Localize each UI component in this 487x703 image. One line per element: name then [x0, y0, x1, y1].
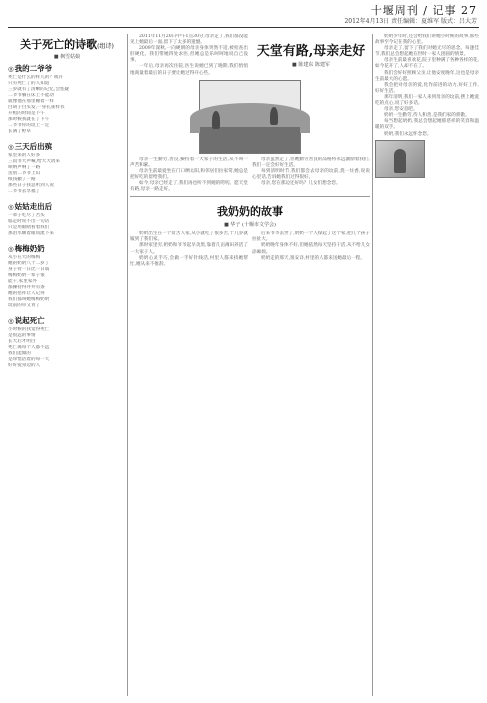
masthead	[0, 0, 487, 30]
header-rule	[8, 27, 479, 28]
article2-byline: ■ 陈建东 陈建军	[292, 62, 330, 68]
poem-section-heading: ◎ 姑姑走出后	[8, 201, 126, 212]
paragraph: 母亲生前最爱坐在门口晒太阳,和邻居们拉家常,她总是把好吃的留给我们。	[130, 168, 248, 180]
paragraph: 母亲,您安息吧。	[384, 107, 418, 113]
poem-line: 二爷爷躺在床上不能动	[8, 93, 54, 98]
paragraph: 我会把对母亲的爱,化作前进的动力,好好工作,好好生活。	[375, 82, 479, 94]
poem-line: 是很远的事情	[8, 333, 36, 338]
poem-line: 那时候我就在了下午	[8, 117, 50, 122]
paragraph: 奶奶心灵手巧,会做一手好针线活,村里人都来找她帮忙,她从来不推辞。	[130, 255, 248, 267]
poem-section-heading: ◎ 说起死亡	[8, 315, 126, 326]
poem-line: 长大后才明白	[8, 339, 36, 344]
article3-body	[130, 231, 370, 268]
poem-column	[8, 34, 126, 698]
article3-title: 我奶奶的故事	[217, 205, 283, 219]
column-divider	[372, 34, 373, 696]
column-divider	[127, 34, 128, 696]
article2-body	[130, 157, 370, 194]
issue-info: 2012年4月13日 责任编辑：夏维军 版式：吕大芳	[344, 18, 477, 25]
poem-line: 二爷爷去享福了	[8, 189, 41, 194]
article2-right	[252, 157, 370, 194]
poem-article-title: 关于死亡的诗歌(组诗)	[20, 38, 114, 51]
paragraph: 每到清明时节,我们都会去母亲的坟前,烧一炷香,说说心里话,告诉她我们过得很好。	[252, 168, 370, 180]
poem-section-heading: ◎ 梅梅奶奶	[8, 243, 126, 254]
poem-line: 那些日子我总听到人说	[8, 183, 54, 188]
paragraph: 母亲,您在那边还好吗？儿女们想念您。	[261, 181, 341, 187]
poem-line: 她的奶奶八十二岁了	[8, 261, 50, 266]
poem-line: 我们都叫她梅梅奶奶	[8, 297, 50, 302]
poem-line: 从小在大的梅梅	[8, 255, 41, 260]
poem-line: 能干,家里家外	[8, 279, 38, 284]
paragraph: 奶奶一生勤劳,待人和善,是我们家的骄傲。	[384, 113, 470, 119]
paragraph: 后来爷爷去世了,奶奶一个人撑起了这个家,把几个孩子拉扯大。	[252, 231, 370, 243]
article2-title: 天堂有路,母亲走好	[256, 44, 366, 59]
poem-line: 死亡是什么的样儿的？或许	[8, 75, 64, 80]
article2-left	[130, 157, 248, 194]
poem-line: 都操持得井井有条	[8, 285, 45, 290]
poem-line: 二爷爷你的坟上一定	[8, 123, 50, 128]
poem-line: 开棺的时间是下午	[8, 111, 45, 116]
poem-line: 小时候的我觉得死亡	[8, 327, 50, 332]
paragraph: 奶奶,我们永远怀念您。	[384, 131, 432, 137]
paragraph: 奶奶少年时,还会给我们讲她小时候的故事,那些故事至今记在我的心里。	[375, 34, 479, 46]
intro-block	[130, 34, 370, 77]
poem-line: 唢呐声响了一路	[8, 165, 41, 170]
poem-byline: ■ 枫雪姑娘	[53, 54, 81, 60]
poem-line: 长满了野草	[8, 129, 31, 134]
poem-line: 那泪水顺着眼角流下来	[8, 231, 54, 236]
poem-line: 只有死亡了的人知道	[8, 81, 50, 86]
poem-line: 她的慈祥让人记得	[8, 291, 45, 296]
page-title: 十堰周刊 / 记事 27	[370, 4, 477, 17]
poem-section-heading: ◎ 三天后出殡	[8, 141, 126, 152]
paragraph: 那时家里穷,奶奶和爷爷起早贪黑,靠着几亩薄田养活了一大家子人。	[130, 243, 248, 255]
middle-column	[130, 34, 370, 698]
article3-right	[252, 231, 370, 268]
paragraph: 我们会好好照顾父亲,让他安度晚年,这也是母亲生前最大的心愿。	[375, 70, 479, 82]
poem-line: 家里来的人好多	[8, 153, 41, 158]
paragraph: 如今,母亲已经走了,我们再也听不到她的唠叨。愿天堂有路,母亲一路走好。	[130, 181, 248, 193]
poem-line: 梅梅奶奶一辈子很	[8, 273, 45, 278]
poem-line: 一辈子吃尽了苦头	[8, 213, 45, 218]
poem-sections	[8, 63, 126, 372]
paragraph: 那年清明,我们一家人来到母亲的坟前,摆上她爱吃的点心,说了好多话。	[375, 94, 479, 107]
paragraph: 奶奶晚年身体不好,但她依然每天坚持干活,从不给儿女添麻烦。	[252, 243, 370, 255]
paragraph: 母亲走了,留下了我们对她无尽的思念。每逢佳节,我们总会想起她在世时一家人团圆的情景。	[375, 46, 479, 58]
poem-line: 坟前的草又青了	[8, 303, 41, 308]
paragraph: 每当想起奶奶,我总会想起她那慈祥的笑容和温暖的双手。	[375, 119, 479, 131]
poem-line: 就像他在那里睡着一样	[8, 99, 54, 104]
intro-right	[252, 34, 370, 77]
poem-line: 纸钱撒了一路	[8, 177, 36, 182]
paragraph: 奶奶走的那天,很安详,村里的人都来送她最后一程。	[261, 255, 365, 261]
poem-line: 是珍惜活着的每一天	[8, 357, 50, 362]
field-photo	[199, 80, 301, 154]
poem-line: 临走时说不出一句话	[8, 219, 50, 224]
poem-line: 我们能做的	[8, 351, 31, 356]
poem-line: 三叔爷大声喊,给大大请来	[8, 159, 60, 164]
paragraph: 母亲虽然走了,但她勤劳善良的品格将永远激励着我们,我们一定会好好生活。	[252, 156, 370, 168]
article3-left	[130, 231, 248, 268]
article3-byline: ■ 华子 (十堰市文学会)	[224, 222, 276, 229]
poem-line: 三岁就有了清晰的记忆,会怯疑	[8, 87, 70, 92]
poem-line: 送别二爷爷上山	[8, 171, 41, 176]
paragraph: 2009年深秋,一向硬朗的母亲身体突然不适,被检查出肝硬化。我们带她四处求医,但她总是乐呵呵地说自己没事。	[130, 46, 248, 64]
right-column	[375, 34, 479, 698]
paragraph: 一年后,母亲再次住院,医生说她已到了晚期,我们悄悄地商量着最后的日子要让她过得开心些。	[130, 64, 248, 76]
section-rule	[130, 196, 370, 197]
poem-section-heading: ◎ 我的二爷爷	[8, 63, 126, 74]
paragraph: 母亲生前最喜欢花,院子里种满了各种各样的花,如今花开了,人却不在了。	[375, 58, 479, 70]
poem-line: 好好爱身边的人	[8, 363, 41, 368]
poem-line: 白胡子白头发,一身孔雀样衣	[8, 105, 65, 110]
portrait-photo	[375, 140, 425, 178]
poem-line: 只是用眼睛看着我们	[8, 225, 50, 230]
paragraph: 奶奶出生在一个贫苦人家,从小就吃了很多苦,十几岁就嫁到了我们家。	[130, 231, 248, 243]
intro-left	[130, 34, 248, 77]
poem-line: 身子骨一日比一日弱	[8, 267, 50, 272]
poem-line: 死亡离每个人都不远	[8, 345, 50, 350]
paragraph: 2011年11月20日中午1点30分,母亲走了,我们都没能见上她最后一面,留下了太多的遗憾。	[130, 34, 248, 46]
paragraph: 母亲一生勤劳,善良,操持着一大家子的生活,从不叫一声苦和累。	[130, 156, 248, 168]
right-column-body	[375, 34, 479, 138]
